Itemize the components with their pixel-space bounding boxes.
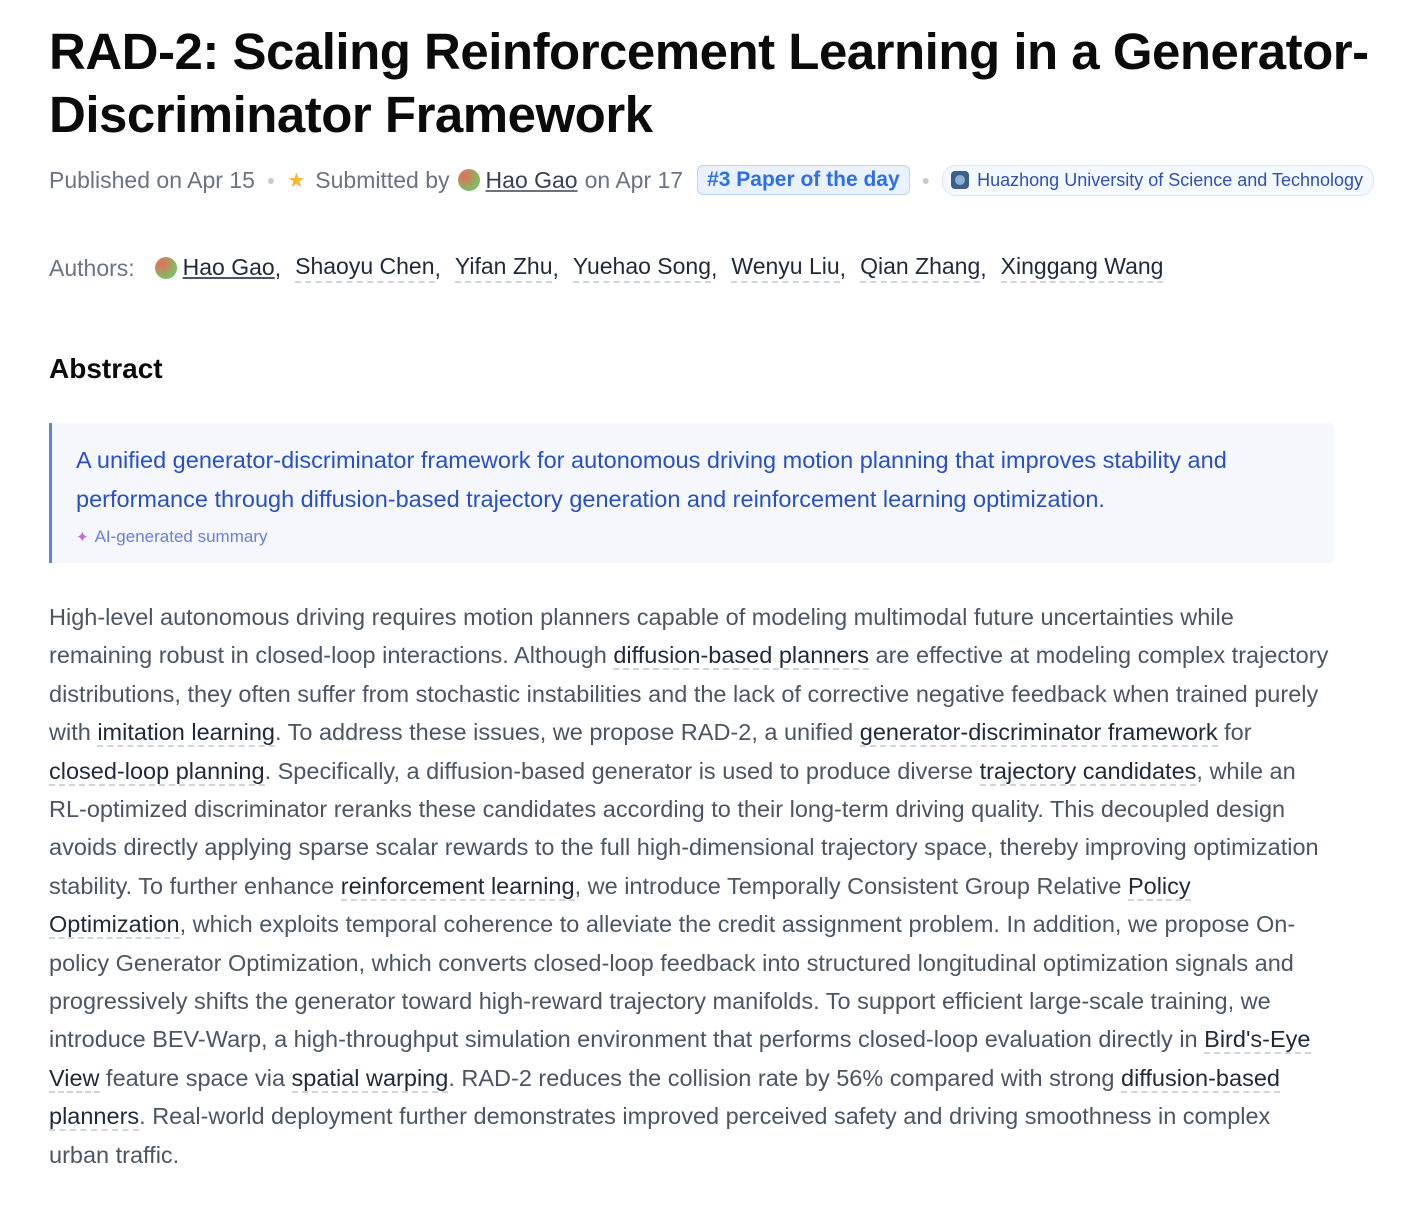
submitted-date: on Apr 17 <box>584 166 684 193</box>
glossary-term-link[interactable]: reinforcement learning <box>340 872 575 899</box>
abstract-text-segment: High-level autonomous driving requires motion planners capable of modeling multimodal future uncertainties while remaining robust in closed-loop interactions. Although <box>49 604 1234 669</box>
paper-of-the-day-badge[interactable]: #3 Paper of the day <box>697 165 910 195</box>
star-icon: ★ <box>287 169 306 192</box>
ai-summary-text: A unified generator-discriminator framework for autonomous driving motion planning that improves stability and performance through diffusion-based trajectory generation and reinforcement learning optimization. <box>76 447 1227 512</box>
submitted-by-label: Submitted by <box>315 166 450 193</box>
submitter-avatar[interactable] <box>458 169 480 191</box>
author-separator: , <box>980 254 987 281</box>
abstract-text-segment: . RAD-2 reduces the collision rate by 56% compared with strong <box>448 1064 1121 1091</box>
author-separator: , <box>552 254 559 281</box>
separator-dot: ● <box>921 172 931 188</box>
published-date: Published on Apr 15 <box>49 166 255 193</box>
author-separator: , <box>711 254 718 281</box>
page-title: RAD-2: Scaling Reinforcement Learning in a Generator-Discriminator Framework <box>49 23 1369 143</box>
author-separator: , <box>434 254 441 281</box>
author-link[interactable]: Wenyu Liu <box>731 253 839 283</box>
abstract-text-segment: feature space via <box>99 1064 292 1091</box>
abstract-text-segment: . Specifically, a diffusion-based generator is used to produce diverse <box>264 757 980 784</box>
abstract-text-segment: , which exploits temporal coherence to alleviate the credit assignment problem. In addition, we propose On-policy Generator Optimization, which converts closed-loop feedback into structured longitudinal optimization signals and progressively shifts the generator toward high-reward trajectory manifolds. To support efficient large-scale training, we introduce BEV-Warp, a high-throughput simulation environment that performs closed-loop evaluation directly in <box>49 911 1296 1053</box>
separator-dot: ● <box>266 172 276 188</box>
glossary-term-link[interactable]: diffusion-based planners <box>49 1064 1280 1130</box>
author-link[interactable]: Yuehao Song <box>573 253 711 283</box>
author-avatar[interactable] <box>155 257 177 279</box>
sparkle-icon: ✦ <box>76 529 89 546</box>
authors-label: Authors: <box>49 254 135 281</box>
abstract-text-segment: , we introduce Temporally Consistent Group Relative <box>574 872 1128 899</box>
abstract-text-segment: . To address these issues, we propose RAD-2, a unified <box>274 719 860 746</box>
author-link[interactable]: Xinggang Wang <box>1001 253 1164 283</box>
author-separator: , <box>839 254 847 281</box>
ai-summary-box <box>49 423 1334 563</box>
glossary-term-link[interactable]: Policy Optimization <box>49 872 1191 938</box>
glossary-term-link[interactable]: trajectory candidates <box>979 757 1197 784</box>
glossary-term-link[interactable]: spatial warping <box>291 1064 449 1091</box>
glossary-term-link[interactable]: diffusion-based planners <box>613 642 869 669</box>
organization-badge[interactable] <box>942 165 1374 196</box>
author-link[interactable]: Qian Zhang <box>860 253 980 283</box>
abstract-text <box>49 598 1329 1174</box>
author-link[interactable]: Yifan Zhu <box>455 253 553 283</box>
abstract-text-segment: . Real-world deployment further demonstrates improved perceived safety and driving smoothness in complex urban traffic. <box>49 1103 1271 1168</box>
author-link[interactable]: Hao Gao <box>182 254 275 280</box>
glossary-term-link[interactable]: Bird's-Eye View <box>49 1026 1311 1091</box>
abstract-text-segment: , while an RL-optimized discriminator reranks these candidates according to their long-term driving quality. This decoupled design avoids directly applying sparse scalar rewards to the full high-dimensional trajectory space, thereby improving optimization stability. To further enhance <box>49 757 1319 899</box>
authors-row <box>49 248 1382 288</box>
author-link[interactable]: Shaoyu Chen <box>295 253 434 283</box>
abstract-heading: Abstract <box>49 353 163 384</box>
author-separator: , <box>274 254 282 281</box>
abstract-text-segment: for <box>1217 719 1252 746</box>
organization-logo-icon <box>951 171 969 189</box>
ai-summary-label: AI-generated summary <box>94 527 268 546</box>
abstract-text-segment: are effective at modeling complex trajectory distributions, they often suffer from stochastic instabilities and the lack of corrective negative feedback when trained purely with <box>49 642 1329 746</box>
glossary-term-link[interactable]: generator-discriminator framework <box>859 719 1218 746</box>
organization-name: Huazhong University of Science and Technology <box>977 169 1364 190</box>
ai-summary-label-row <box>76 527 1294 547</box>
submitter-link[interactable]: Hao Gao <box>485 166 578 193</box>
paper-meta-row <box>49 160 1382 200</box>
glossary-term-link[interactable]: imitation learning <box>97 719 275 746</box>
glossary-term-link[interactable]: closed-loop planning <box>49 757 265 784</box>
